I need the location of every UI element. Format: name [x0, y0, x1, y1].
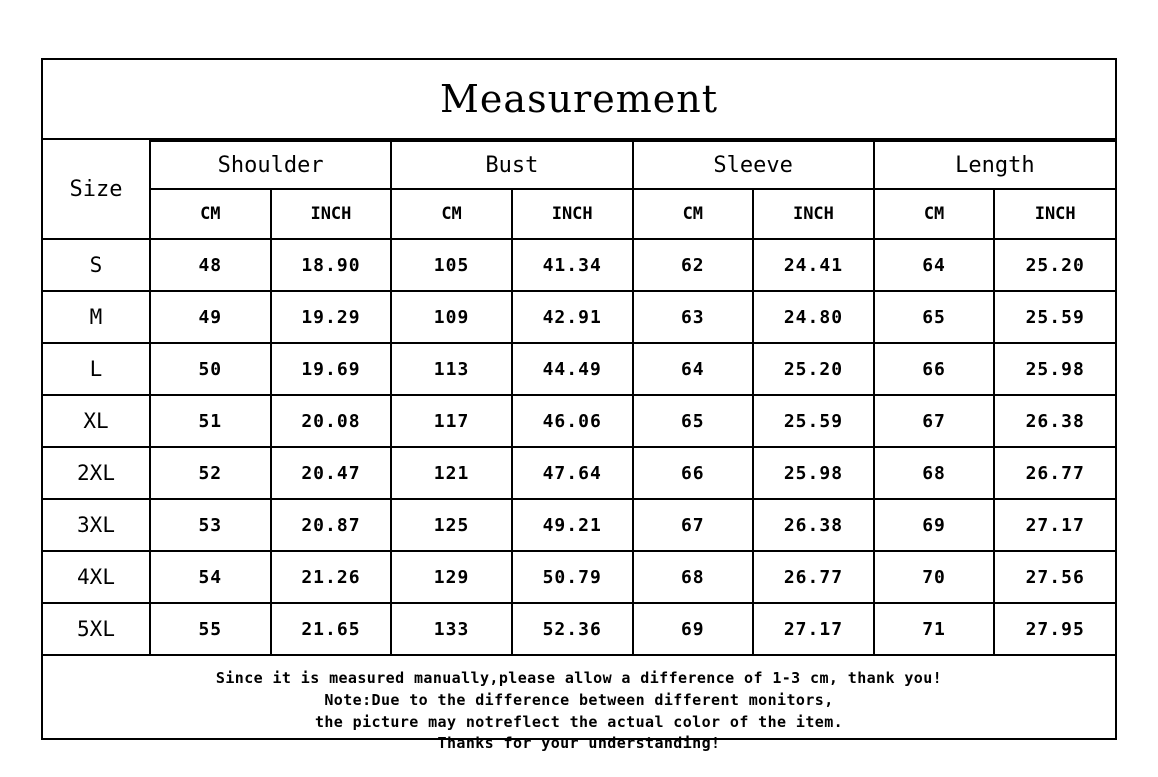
size-label: L — [43, 343, 150, 395]
table-row — [43, 395, 1115, 447]
cell-bust-inch: 42.91 — [512, 291, 633, 343]
cell-shoulder-cm: 50 — [150, 343, 271, 395]
group-header-row — [43, 141, 1115, 189]
cell-length-inch: 26.38 — [994, 395, 1115, 447]
size-label: 5XL — [43, 603, 150, 655]
cell-sleeve-inch: 27.17 — [753, 603, 874, 655]
cell-length-inch: 26.77 — [994, 447, 1115, 499]
cell-sleeve-cm: 68 — [633, 551, 754, 603]
cell-sleeve-inch: 25.20 — [753, 343, 874, 395]
cell-sleeve-cm: 67 — [633, 499, 754, 551]
column-header-bust: Bust — [391, 141, 632, 189]
cell-bust-cm: 121 — [391, 447, 512, 499]
cell-sleeve-cm: 63 — [633, 291, 754, 343]
cell-length-cm: 65 — [874, 291, 995, 343]
cell-bust-cm: 125 — [391, 499, 512, 551]
table-row — [43, 551, 1115, 603]
cell-length-cm: 71 — [874, 603, 995, 655]
cell-length-inch: 25.98 — [994, 343, 1115, 395]
unit-header-shoulder-cm: CM — [150, 189, 271, 239]
cell-bust-inch: 49.21 — [512, 499, 633, 551]
cell-shoulder-cm: 49 — [150, 291, 271, 343]
unit-header-shoulder-inch: INCH — [271, 189, 392, 239]
cell-shoulder-cm: 51 — [150, 395, 271, 447]
cell-sleeve-inch: 26.38 — [753, 499, 874, 551]
cell-shoulder-cm: 53 — [150, 499, 271, 551]
table-row — [43, 603, 1115, 655]
measurement-table — [43, 140, 1115, 656]
cell-sleeve-inch: 25.98 — [753, 447, 874, 499]
cell-sleeve-cm: 69 — [633, 603, 754, 655]
table-body — [43, 239, 1115, 655]
note-line-3: the picture may notreflect the actual color of the item. — [314, 712, 844, 731]
cell-shoulder-inch: 20.87 — [271, 499, 392, 551]
cell-bust-cm: 133 — [391, 603, 512, 655]
column-header-length: Length — [874, 141, 1115, 189]
cell-sleeve-cm: 64 — [633, 343, 754, 395]
cell-length-inch: 27.17 — [994, 499, 1115, 551]
cell-shoulder-cm: 54 — [150, 551, 271, 603]
cell-length-cm: 69 — [874, 499, 995, 551]
size-label: XL — [43, 395, 150, 447]
size-label: 4XL — [43, 551, 150, 603]
measurement-chart-frame — [41, 58, 1117, 753]
cell-sleeve-inch: 26.77 — [753, 551, 874, 603]
cell-bust-cm: 105 — [391, 239, 512, 291]
cell-shoulder-cm: 52 — [150, 447, 271, 499]
cell-sleeve-cm: 65 — [633, 395, 754, 447]
table-row — [43, 239, 1115, 291]
note-line-4: Thanks for your understanding! — [437, 734, 721, 753]
cell-bust-inch: 52.36 — [512, 603, 633, 655]
cell-bust-inch: 46.06 — [512, 395, 633, 447]
page-title: Measurement — [440, 77, 718, 121]
table-header — [43, 141, 1115, 239]
table-row — [43, 499, 1115, 551]
cell-sleeve-cm: 66 — [633, 447, 754, 499]
cell-bust-inch: 47.64 — [512, 447, 633, 499]
cell-length-cm: 67 — [874, 395, 995, 447]
table-row — [43, 291, 1115, 343]
unit-header-length-cm: CM — [874, 189, 995, 239]
unit-header-row — [43, 189, 1115, 239]
cell-bust-inch: 41.34 — [512, 239, 633, 291]
cell-shoulder-inch: 21.26 — [271, 551, 392, 603]
cell-shoulder-cm: 55 — [150, 603, 271, 655]
cell-length-inch: 27.56 — [994, 551, 1115, 603]
cell-length-cm: 64 — [874, 239, 995, 291]
cell-bust-cm: 129 — [391, 551, 512, 603]
chart-title-row — [43, 60, 1115, 140]
cell-bust-cm: 109 — [391, 291, 512, 343]
cell-shoulder-inch: 20.08 — [271, 395, 392, 447]
cell-shoulder-inch: 18.90 — [271, 239, 392, 291]
column-header-shoulder: Shoulder — [150, 141, 391, 189]
table-row — [43, 447, 1115, 499]
unit-header-length-inch: INCH — [994, 189, 1115, 239]
size-label: 2XL — [43, 447, 150, 499]
cell-length-cm: 66 — [874, 343, 995, 395]
cell-bust-cm: 113 — [391, 343, 512, 395]
unit-header-sleeve-cm: CM — [633, 189, 754, 239]
unit-header-bust-inch: INCH — [512, 189, 633, 239]
cell-bust-cm: 117 — [391, 395, 512, 447]
cell-length-inch: 27.95 — [994, 603, 1115, 655]
measurement-notes — [43, 656, 1115, 765]
cell-shoulder-inch: 21.65 — [271, 603, 392, 655]
cell-bust-inch: 50.79 — [512, 551, 633, 603]
cell-sleeve-cm: 62 — [633, 239, 754, 291]
column-header-size: Size — [43, 141, 150, 239]
cell-shoulder-inch: 19.29 — [271, 291, 392, 343]
cell-shoulder-cm: 48 — [150, 239, 271, 291]
cell-shoulder-inch: 19.69 — [271, 343, 392, 395]
cell-sleeve-inch: 24.41 — [753, 239, 874, 291]
column-header-sleeve: Sleeve — [633, 141, 874, 189]
cell-bust-inch: 44.49 — [512, 343, 633, 395]
unit-header-bust-cm: CM — [391, 189, 512, 239]
table-row — [43, 343, 1115, 395]
note-line-2: Note:Due to the difference between different monitors, — [324, 690, 834, 709]
cell-length-inch: 25.20 — [994, 239, 1115, 291]
cell-sleeve-inch: 24.80 — [753, 291, 874, 343]
size-label: S — [43, 239, 150, 291]
cell-length-cm: 70 — [874, 551, 995, 603]
cell-shoulder-inch: 20.47 — [271, 447, 392, 499]
cell-length-cm: 68 — [874, 447, 995, 499]
cell-length-inch: 25.59 — [994, 291, 1115, 343]
cell-sleeve-inch: 25.59 — [753, 395, 874, 447]
note-line-1: Since it is measured manually,please allow a difference of 1-3 cm, thank you! — [215, 669, 943, 687]
size-label: M — [43, 291, 150, 343]
unit-header-sleeve-inch: INCH — [753, 189, 874, 239]
size-label: 3XL — [43, 499, 150, 551]
